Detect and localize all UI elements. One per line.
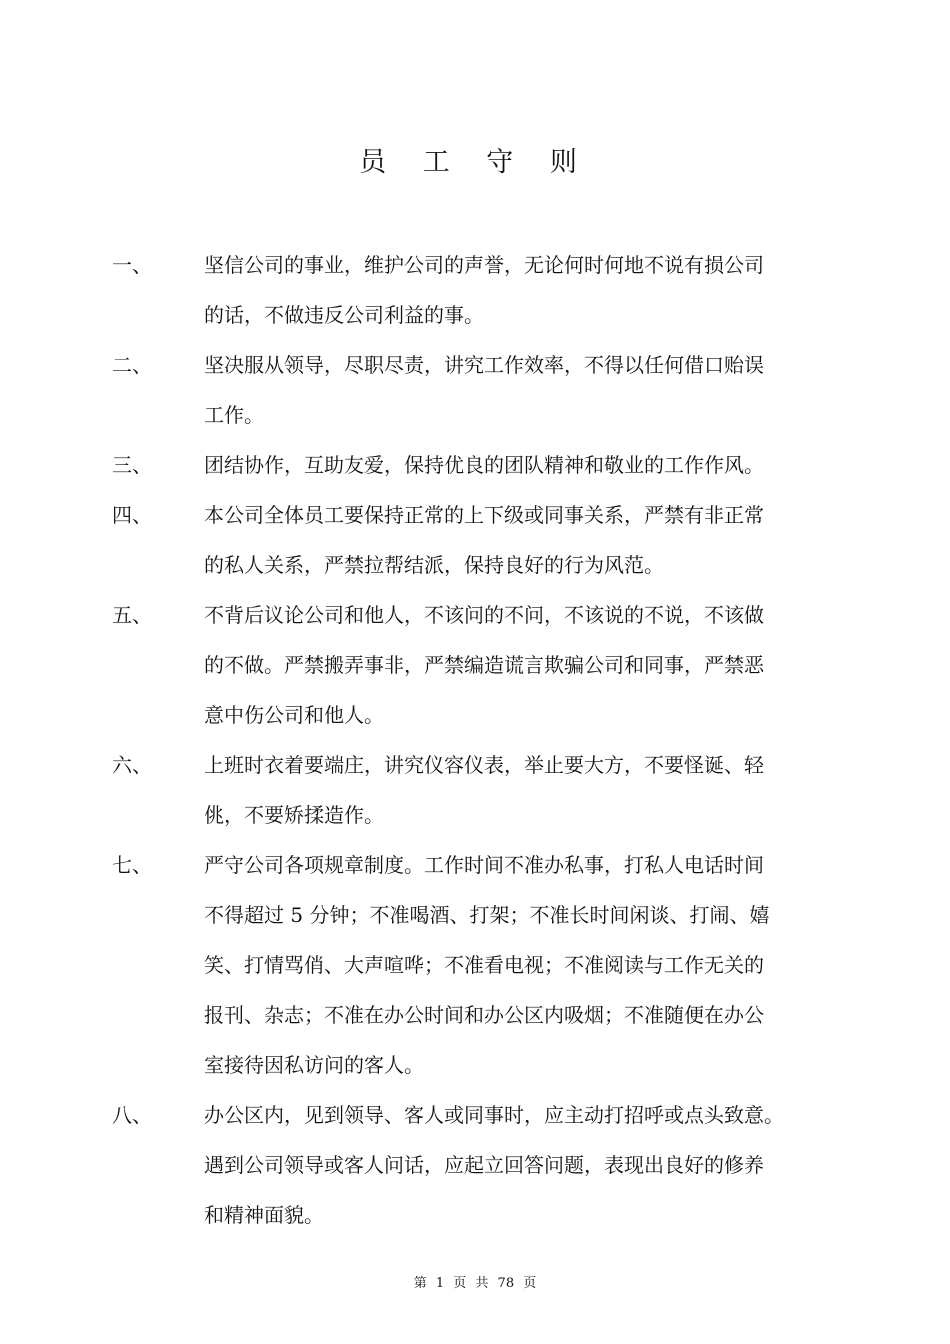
rule-text-line: 笑、打情骂俏、大声喧哗；不准看电视；不准阅读与工作无关的 [204, 953, 764, 977]
rule-text-line: 的话，不做违反公司利益的事。 [204, 303, 484, 327]
rule-text-line: 严守公司各项规章制度。工作时间不准办私事，打私人电话时间 [204, 853, 764, 877]
rule-text [204, 340, 872, 440]
rule-text-line: 不背后议论公司和他人，不该问的不问，不该说的不说，不该做 [204, 603, 764, 627]
rule-number: 六、 [112, 753, 152, 777]
rule-text [204, 740, 872, 840]
rule-text-line: 意中伤公司和他人。 [204, 703, 384, 727]
rule-item [112, 440, 872, 490]
rule-text [204, 440, 872, 490]
rule-text-line: 佻，不要矫揉造作。 [204, 803, 384, 827]
rule-number: 三、 [112, 453, 152, 477]
rule-text [204, 590, 872, 740]
page-footer: 第 1 页 共 78 页 [413, 1276, 537, 1291]
rule-item [112, 240, 872, 340]
rule-text-line: 和精神面貌。 [204, 1203, 324, 1227]
rule-text [204, 490, 872, 590]
rule-item [112, 1090, 872, 1240]
rule-number: 八、 [112, 1103, 152, 1127]
rule-text-line: 坚信公司的事业，维护公司的声誉，无论何时何地不说有损公司 [204, 253, 764, 277]
rule-text-line: 本公司全体员工要保持正常的上下级或同事关系，严禁有非正常 [204, 503, 764, 527]
rule-text-line: 遇到公司领导或客人问话，应起立回答问题，表现出良好的修养 [204, 1153, 764, 1177]
rule-number: 七、 [112, 853, 152, 877]
rule-item [112, 840, 872, 1090]
rule-number: 四、 [112, 503, 152, 527]
rule-text-line: 的不做。严禁搬弄事非，严禁编造谎言欺骗公司和同事，严禁恶 [204, 653, 764, 677]
rule-text-line: 办公区内，见到领导、客人或同事时，应主动打招呼或点头致意。 [204, 1103, 784, 1127]
rule-item [112, 740, 872, 840]
rules-list [112, 240, 872, 1240]
rule-number: 二、 [112, 353, 152, 377]
rule-text-line: 工作。 [204, 403, 264, 427]
rule-item [112, 340, 872, 440]
rule-text-line: 上班时衣着要端庄，讲究仪容仪表，举止要大方，不要怪诞、轻 [204, 753, 764, 777]
rule-text-line: 坚决服从领导，尽职尽责，讲究工作效率，不得以任何借口贻误 [204, 353, 764, 377]
rule-text-line: 室接待因私访问的客人。 [204, 1053, 424, 1077]
rule-text [204, 240, 872, 340]
rule-text-line: 报刊、杂志；不准在办公时间和办公区内吸烟；不准随便在办公 [204, 1003, 764, 1027]
rule-number: 五、 [112, 603, 152, 627]
rule-item [112, 490, 872, 590]
rule-text [204, 840, 872, 1090]
document-title: 员 工 守 则 [359, 147, 591, 178]
rule-text-line: 团结协作，互助友爱，保持优良的团队精神和敬业的工作作风。 [204, 453, 764, 477]
rule-text [204, 1090, 872, 1240]
rule-item [112, 590, 872, 740]
rule-text-line: 不得超过 5 分钟；不准喝酒、打架；不准长时间闲谈、打闹、嬉 [204, 903, 770, 927]
rule-text-line: 的私人关系，严禁拉帮结派，保持良好的行为风范。 [204, 553, 664, 577]
rule-number: 一、 [112, 253, 152, 277]
